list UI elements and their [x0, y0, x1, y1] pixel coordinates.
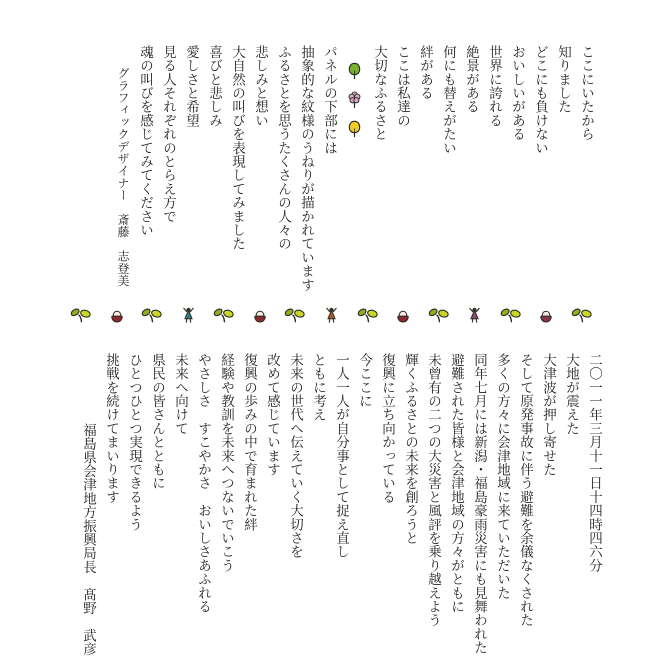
poem-line: そして原発事故に伴う避難を余儀なくされた	[518, 353, 533, 627]
poem-line: 多くの方々に会津地域に来ていただいた	[495, 353, 510, 600]
person-purple-icon	[468, 306, 481, 323]
poem-line: 喜びと悲しみ	[207, 45, 222, 128]
poem-line: おいしいがある	[510, 45, 525, 141]
poem-line: 愛しさと希望	[184, 45, 199, 128]
poem-line: 大津波が押し寄せた	[541, 353, 556, 477]
sprout-icon	[70, 307, 92, 323]
poem-line: 大切なふるさと	[372, 45, 387, 141]
sprout-icon	[284, 307, 306, 323]
poem-line: 復興に立ち向かっている	[380, 353, 395, 504]
chestnut-icon	[111, 310, 123, 323]
sprout-icon	[500, 307, 522, 323]
person-brown-icon	[325, 306, 338, 323]
poem-line: 改めて感じています	[265, 353, 280, 477]
poem-line: 未曾有の二つの大災害と風評を乗り越えよう	[426, 353, 441, 627]
poem-line: 今ここに	[357, 353, 372, 408]
poem-line: 何にも替えがたい	[441, 45, 456, 155]
poem-line: 県民の皆さんとともに	[150, 353, 165, 490]
chestnut-purple-icon	[540, 310, 552, 323]
poem-line: 悲しみと想い	[253, 45, 268, 128]
poem-line: 絆がある	[418, 45, 433, 100]
poem-line: 経験や教訓を未来へつないでいこう	[219, 353, 234, 573]
leaf-green-icon	[348, 62, 361, 80]
divider-icon-row	[70, 301, 593, 323]
poem-line: ここにいたから	[579, 45, 594, 141]
sprout-icon	[428, 307, 450, 323]
flower-pink-icon	[348, 91, 361, 109]
poem-line: やさしさ すこやかさ おいしさあふれる	[196, 353, 211, 614]
poem-line: 二〇一一年三月十一日十四時四六分	[587, 353, 602, 573]
top-poem-block	[111, 45, 598, 300]
sprout-icon	[571, 307, 593, 323]
poem-line: ここは私達の	[395, 45, 410, 128]
poem-line: 知りました	[556, 45, 571, 114]
poem-line: どこにも負けない	[533, 45, 548, 155]
poem-line: 未来の世代へ伝えていく大切さを	[288, 353, 303, 559]
poem-line: 大地が震えた	[564, 353, 579, 436]
poem-line: 大自然の叫びを表現してみました	[230, 45, 245, 251]
sprout-icon	[357, 307, 379, 323]
poem-line: 挑戦を続けてまいります	[104, 353, 119, 504]
designer-signature: グラフィックデザイナー 斎藤 志登美	[116, 67, 130, 287]
poem-line: ともに考え	[311, 353, 326, 422]
poem-line: 未来へ向けて	[173, 353, 188, 436]
poem-line: 輝くふるさとの未来を創ろうと	[403, 353, 418, 545]
bottom-poem-block	[77, 353, 606, 665]
poem-line: ひとつひとつ実現できるよう	[127, 353, 142, 532]
person-teal-icon	[182, 306, 195, 323]
poem-line: 世界に誇れる	[487, 45, 502, 128]
poem-line: 復興の歩みの中で育まれた絆	[242, 353, 257, 532]
leaf-yellow-icon	[348, 120, 361, 138]
poem-line: 同年七月には新潟・福島豪雨災害にも見舞われた	[472, 353, 487, 655]
poem-line: 絶景がある	[464, 45, 479, 114]
poem-line: 見る人それぞれのとらえ方で	[161, 45, 176, 224]
poem-line: 抽象的な紋様のうねりが描かれています	[299, 45, 314, 292]
poem-line: パネルの下部には	[322, 45, 337, 155]
director-signature: 福島県会津地方振興局長 髙野 武彦	[81, 423, 96, 656]
poem-line: 避難された皆様と会津地域の方々がともに	[449, 353, 464, 614]
sprout-icon	[141, 307, 163, 323]
chestnut-icon	[397, 310, 409, 323]
poem-line: ふるさとを思うたくさんの人々の	[276, 45, 291, 251]
poem-line: 一人一人が自分事として捉え直し	[334, 353, 349, 559]
sprout-icon	[213, 307, 235, 323]
poem-line: 魂の叫びを感じてみてください	[138, 45, 153, 237]
inline-icon-column	[343, 45, 366, 138]
chestnut-icon	[254, 310, 266, 323]
